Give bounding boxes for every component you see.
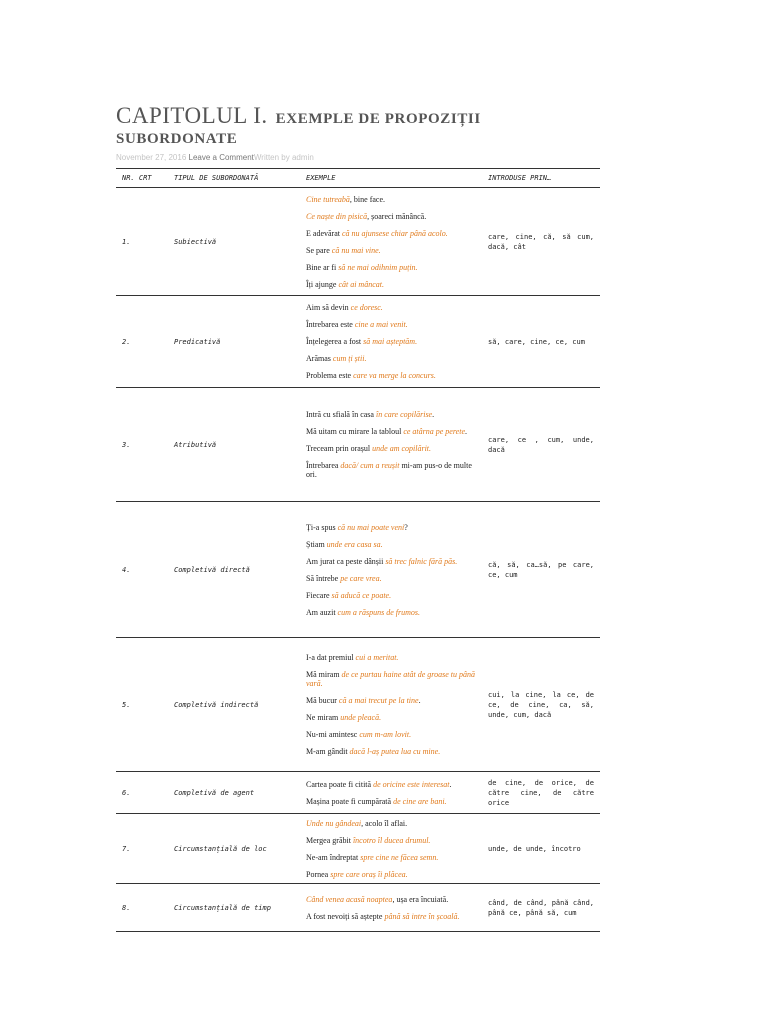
main-clause-text: Bine ar fi [306, 262, 339, 272]
examples-cell [300, 502, 482, 638]
main-clause-text: Se pare [306, 245, 332, 255]
table-row [116, 772, 600, 814]
header-tip: TIPUL DE SUBORDONATĂ [168, 169, 300, 188]
example-sentence [306, 780, 476, 789]
example-sentence [306, 836, 476, 845]
subordinate-clause-text: să ne mai odihnim puțin. [338, 262, 418, 272]
subordinate-clause-text: să trec falnic fără păs. [385, 556, 458, 566]
main-clause-text: Ți-a spus [306, 522, 338, 532]
subordinate-clause-text: spre cine ne făcea semn. [360, 852, 439, 862]
table-row [116, 884, 600, 932]
subordinate-clause-text: să mai așteptăm. [363, 337, 418, 347]
examples-cell [300, 388, 482, 502]
examples-cell [300, 772, 482, 814]
clause-type: Subiectivă [168, 188, 300, 296]
clause-type: Predicativă [168, 296, 300, 388]
subordinate-clause-text: de ce purtau haine atât de groase tu până vară. [306, 670, 476, 689]
page-title [116, 96, 600, 147]
subordinate-clause-text: spre care oraș îi plăcea. [330, 869, 408, 879]
title-chapter: CAPITOLUL I. [116, 103, 268, 128]
examples-cell [300, 814, 482, 884]
main-clause-text: Mă miram [306, 670, 342, 680]
main-clause-text: Nu-mi amintesc [306, 730, 360, 740]
main-clause-text: Mă bucur [306, 696, 339, 706]
main-clause-text: Mașina poate fi cumpărată [306, 796, 394, 806]
header-introduse: INTRODUSE PRIN… [482, 169, 600, 188]
subordinate-clause-text: Unde nu gândeai [306, 818, 362, 828]
subordinate-clause-text: unde pleacă. [340, 713, 382, 723]
main-clause-text: mi-am pus-o de multe ori. [306, 461, 472, 480]
table-row [116, 502, 600, 638]
subordinate-clause-text: unde era casa sa. [326, 539, 383, 549]
row-number: 2. [116, 296, 168, 388]
subordinate-clause-text: cine a mai venit. [354, 320, 408, 330]
example-sentence [306, 747, 476, 756]
clause-type: Completivă directă [168, 502, 300, 638]
example-sentence [306, 653, 476, 662]
main-clause-text: E adevărat [306, 228, 342, 238]
example-sentence [306, 895, 476, 904]
example-sentence [306, 229, 476, 238]
main-clause-text: , ușa era încuiată. [392, 894, 449, 904]
example-sentence [306, 371, 476, 380]
row-number: 5. [116, 638, 168, 772]
subordinate-clause-text: cum m-am lovit. [359, 730, 412, 740]
main-clause-text: . [432, 410, 435, 420]
introduced-by: că, să, ca…să, pe care, ce, cum [482, 502, 600, 638]
main-clause-text: Ne-am îndreptat [306, 852, 361, 862]
example-sentence [306, 320, 476, 329]
main-clause-text: . [418, 696, 421, 706]
introduced-by: cui, la cine, la ce, de ce, de cine, ca, să, unde, cum, dacă [482, 638, 600, 772]
example-sentence [306, 540, 476, 549]
subordinate-clause-text: Cine tutreabă [306, 194, 350, 204]
example-sentence [306, 713, 476, 722]
document-page [116, 96, 600, 932]
examples-cell [300, 296, 482, 388]
post-meta [116, 153, 600, 162]
main-clause-text: . [465, 427, 467, 437]
table-header-row [116, 169, 600, 188]
leave-comment-link[interactable]: Leave a Comment [188, 153, 254, 163]
main-clause-text: Întrebarea [306, 461, 341, 471]
subordinate-clause-text: că nu ajunsese chiar până acolo. [341, 228, 448, 238]
table-row [116, 638, 600, 772]
example-sentence [306, 608, 476, 617]
main-clause-text: Mă uitam cu mirare la tabloul [306, 427, 404, 437]
main-clause-text: Treceam prin orașul [306, 444, 373, 454]
main-clause-text: Intră cu sfială în casa [306, 410, 376, 420]
main-clause-text: Mergea grăbit [306, 835, 353, 845]
example-sentence [306, 730, 476, 739]
clause-type: Completivă indirectă [168, 638, 300, 772]
introduced-by: de cine, de orice, de către cine, de către orice [482, 772, 600, 814]
example-sentence [306, 870, 476, 879]
main-clause-text: , bine face. [349, 194, 386, 204]
subordinate-clause-text: de oricine este interesat [373, 779, 450, 789]
subordinate-clause-text: pe care vrea. [340, 573, 382, 583]
table-row [116, 188, 600, 296]
subordinate-clause-text: de cine are bani. [393, 796, 447, 806]
main-clause-text: Să întrebe [306, 573, 341, 583]
examples-cell [300, 188, 482, 296]
examples-cell [300, 884, 482, 932]
main-clause-text: Problema este [306, 371, 354, 381]
clause-type: Circumstanțială de timp [168, 884, 300, 932]
written-by-label: Written by [253, 153, 290, 163]
row-number: 7. [116, 814, 168, 884]
row-number: 4. [116, 502, 168, 638]
subordinate-clause-text: până să intre în școală. [384, 911, 460, 921]
main-clause-text: , șoareci mănâncă. [367, 211, 427, 221]
header-nr: NR. CRT [116, 169, 168, 188]
example-sentence [306, 574, 476, 583]
subordinate-clause-text: cum ți știi. [332, 354, 367, 364]
subordinate-clause-text: care va merge la concurs. [353, 371, 436, 381]
row-number: 1. [116, 188, 168, 296]
example-sentence [306, 246, 476, 255]
main-clause-text: Am jurat ca peste dânșii [306, 556, 386, 566]
subordinate-clause-text: că nu mai vine. [331, 245, 381, 255]
example-sentence [306, 591, 476, 600]
example-sentence [306, 280, 476, 289]
subordinate-clause-text: ce doresc. [350, 303, 383, 313]
example-sentence [306, 461, 476, 479]
example-sentence [306, 912, 476, 921]
main-clause-text: ? [404, 522, 408, 532]
main-clause-text: Știam [306, 539, 327, 549]
example-sentence [306, 819, 476, 828]
subordinate-clause-text: în care copilărise [375, 410, 433, 420]
table-row [116, 388, 600, 502]
main-clause-text: I-a dat premiul [306, 653, 356, 663]
introduced-by: care, cine, că, să cum, dacă, cât [482, 188, 600, 296]
examples-cell [300, 638, 482, 772]
subordinate-clause-text: Ce naște din pisică [306, 211, 368, 221]
main-clause-text: Îți ajunge [306, 279, 339, 289]
subordinate-clause-text: unde am copilărit. [372, 444, 432, 454]
main-clause-text: Am auzit [306, 607, 338, 617]
subordinate-clause-text: cui a meritat. [355, 653, 399, 663]
main-clause-text: Cartea poate fi citită [306, 779, 374, 789]
main-clause-text: Fiecare [306, 590, 332, 600]
main-clause-text: Arămas [306, 354, 333, 364]
subordinate-clause-text: că nu mai poate veni [337, 522, 405, 532]
row-number: 8. [116, 884, 168, 932]
example-sentence [306, 444, 476, 453]
row-number: 6. [116, 772, 168, 814]
row-number: 3. [116, 388, 168, 502]
example-sentence [306, 410, 476, 419]
main-clause-text: Pornea [306, 869, 331, 879]
subordinate-clause-text: că a mai trecut pe la tine [338, 696, 419, 706]
main-clause-text: . [449, 779, 452, 789]
author-link[interactable]: admin [291, 153, 314, 163]
example-sentence [306, 797, 476, 806]
example-sentence [306, 853, 476, 862]
introduced-by: să, care, cine, ce, cum [482, 296, 600, 388]
title-subject-line2: SUBORDONATE [116, 130, 238, 147]
example-sentence [306, 696, 476, 705]
example-sentence [306, 337, 476, 346]
clause-type: Circumstanțială de loc [168, 814, 300, 884]
main-clause-text: Ne miram [306, 713, 341, 723]
main-clause-text: Aim să devin [306, 303, 351, 313]
subordinate-clause-text: dacă/ cum a reușit [340, 461, 400, 471]
example-sentence [306, 303, 476, 312]
title-subject: EXEMPLE DE PROPOZIȚII [275, 111, 481, 127]
clause-type: Atributivă [168, 388, 300, 502]
main-clause-text: Întrebarea este [306, 320, 355, 330]
main-clause-text: M-am gândit [306, 747, 350, 757]
introduced-by: unde, de unde, încotro [482, 814, 600, 884]
main-clause-text: , acolo îl aflai. [361, 818, 408, 828]
table-row [116, 296, 600, 388]
example-sentence [306, 195, 476, 204]
introduced-by: care, ce , cum, unde, dacă [482, 388, 600, 502]
introduced-by: când, de când, până când, până ce, până să, cum [482, 884, 600, 932]
subordinate-clauses-table [116, 168, 600, 932]
subordinate-clause-text: cum a răspuns de frumos. [337, 607, 420, 617]
main-clause-text: Înțelegerea a fost [306, 337, 364, 347]
example-sentence [306, 354, 476, 363]
main-clause-text: A fost nevoiți să aștepte [306, 911, 385, 921]
subordinate-clause-text: cât ai mâncat. [338, 279, 384, 289]
header-exemple: EXEMPLE [300, 169, 482, 188]
example-sentence [306, 212, 476, 221]
table-row [116, 814, 600, 884]
subordinate-clause-text: încotro îl ducea drumul. [352, 835, 431, 845]
example-sentence [306, 557, 476, 566]
example-sentence [306, 670, 476, 688]
example-sentence [306, 427, 476, 436]
subordinate-clause-text: Când venea acasă noaptea [306, 894, 393, 904]
example-sentence [306, 263, 476, 272]
example-sentence [306, 523, 476, 532]
post-date[interactable]: November 27, 2016 [116, 153, 187, 163]
subordinate-clause-text: dacă l-aș putea lua cu mine. [349, 747, 441, 757]
table-body [116, 188, 600, 932]
clause-type: Completivă de agent [168, 772, 300, 814]
subordinate-clause-text: să aducă ce poate. [331, 590, 392, 600]
subordinate-clause-text: ce atârna pe perete [403, 427, 465, 437]
